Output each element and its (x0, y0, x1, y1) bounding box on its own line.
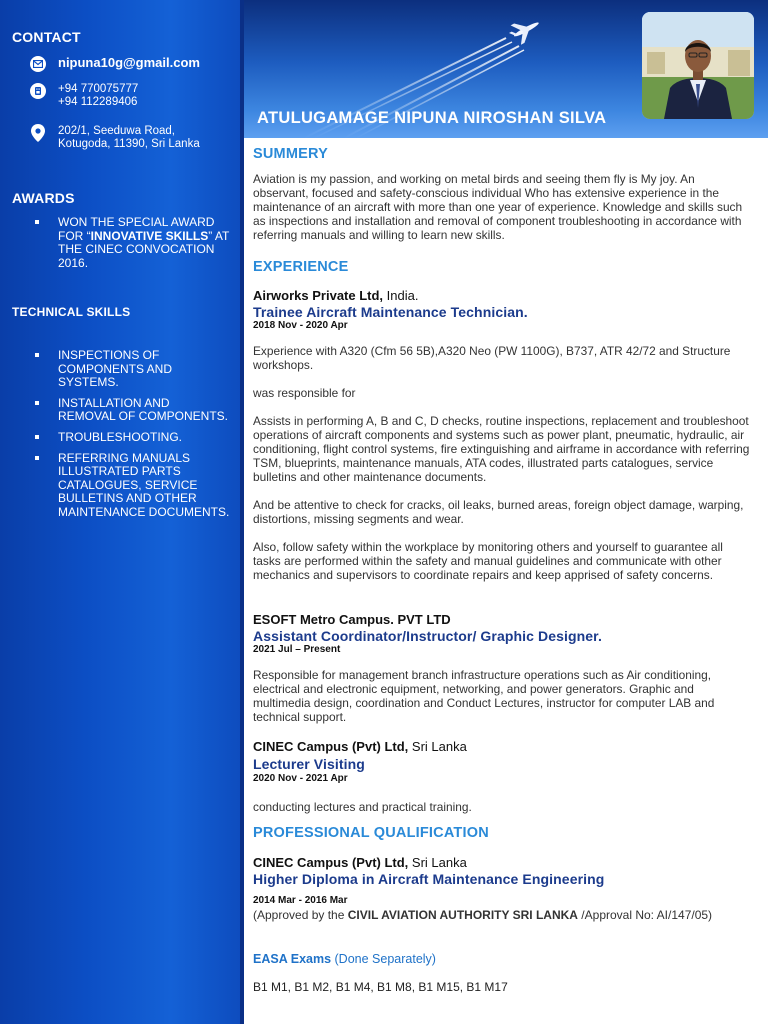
phone-row (30, 83, 138, 109)
phone-number-2: +94 112289406 (58, 96, 138, 108)
email-icon (30, 56, 46, 72)
job3-org-name: CINEC Campus (Pvt) Ltd, (253, 739, 409, 754)
job1-date: 2018 Nov - 2020 Apr (253, 320, 348, 331)
award-text-pre: WON THE SPECIAL AWARD FOR “ (58, 215, 215, 243)
candidate-name: ATULUGAMAGE NIPUNA NIROSHAN SILVA (257, 109, 607, 127)
job1-paragraph-5: Also, follow safety within the workplace by monitoring others and yourself to guarantee all tasks are performed within the safety and manual guidelines and communicate with other mechanics and supervisors to coordinate repairs and keep apprised of safety concerns. (253, 540, 723, 582)
award-text-bold: INNOVATIVE SKILLS (90, 228, 209, 243)
qualification-heading: PROFESSIONAL QUALIFICATION (253, 825, 489, 841)
job2-paragraph-1: Responsible for management branch infrastructure operations such as Air conditioning, electrical and electronic equipment, networking, and power generators. Graphic and multimedia design, coordination and Conduct Lectures, instructor for computer LAB and technical support. (253, 668, 715, 724)
job1-role: Trainee Aircraft Maintenance Technician. (253, 304, 528, 320)
easa-note: (Done Separately) (331, 952, 436, 966)
easa-exams-heading (253, 952, 436, 966)
awards-heading: AWARDS (12, 190, 75, 206)
job1-org-place: India. (383, 288, 419, 303)
phone-icon (30, 83, 46, 99)
skill-item: TROUBLESHOOTING. (34, 431, 230, 445)
easa-exam-list: B1 M1, B1 M2, B1 M4, B1 M8, B1 M15, B1 M17 (253, 980, 508, 994)
job2-role: Assistant Coordinator/Instructor/ Graphic Designer. (253, 628, 602, 644)
easa-bold: EASA Exams (253, 952, 332, 966)
contact-heading: CONTACT (12, 29, 81, 45)
sidebar-edge (240, 0, 244, 1024)
job1-org-name: Airworks Private Ltd, (253, 288, 384, 303)
job2-org-name: ESOFT Metro Campus. PVT LTD (253, 612, 451, 627)
technical-skills-heading: TECHNICAL SKILLS (12, 305, 131, 319)
location-pin-icon (30, 125, 46, 141)
address-line-2: Kotugoda, 11390, Sri Lanka (58, 138, 200, 150)
job1-paragraph-3: Assists in performing A, B and C, D checks, routine inspections, replacement and troubleshoot operations of aircraft components and systems such as power plant, pneumatic, hydraulic, air conditioning, flight control systems, fire extinguishing and airframe in accordance with referring TSM, blueprints, maintenance manuals, ATA codes, illustrated parts catalogues, service bulletins and other maintenance documents. (253, 414, 750, 484)
experience-heading: EXPERIENCE (253, 259, 349, 275)
awards-list (34, 216, 230, 270)
job2-organization (253, 612, 451, 627)
qualification-title: Higher Diploma in Aircraft Maintenance Engineering (253, 871, 605, 887)
profile-photo (642, 12, 754, 119)
email-row[interactable] (30, 56, 200, 72)
qualification-organization (253, 855, 467, 870)
job3-date: 2020 Nov - 2021 Apr (253, 773, 348, 784)
approval-authority: CIVIL AVIATION AUTHORITY SRI LANKA (347, 908, 578, 922)
email-address[interactable]: nipuna10g@gmail.com (58, 55, 200, 70)
job1-paragraph-4: And be attentive to check for cracks, oil leaks, burned areas, foreign object damage, warping, distortions, missing segments and wear. (253, 498, 744, 526)
qualification-approval (253, 908, 712, 922)
summary-text: Aviation is my passion, and working on metal birds and seeing them fly is My joy. An observant, focused and safety-conscious individual Who has extensive experience in the maintenance of an aircraft with more than one year of experience. Knowledge and skills such as inspections and installation and removal of component troubleshooting in accordance with referring manuals and willing to learn new skills. (253, 172, 743, 242)
phone-number-1: +94 770075777 (58, 83, 139, 95)
qualification-date: 2014 Mar - 2016 Mar (253, 895, 348, 906)
job1-paragraph-2: was responsible for (253, 386, 356, 400)
job3-role: Lecturer Visiting (253, 756, 365, 772)
job3-organization (253, 739, 467, 754)
job1-paragraph-1: Experience with A320 (Cfm 56 5B),A320 Neo (PW 1100G), B737, ATR 42/72 and Structure workshops. (253, 344, 731, 372)
job3-paragraph-1: conducting lectures and practical training. (253, 800, 472, 814)
qualification-org-name: CINEC Campus (Pvt) Ltd, (253, 855, 409, 870)
skill-item: INSTALLATION AND REMOVAL OF COMPONENTS. (34, 397, 230, 424)
sidebar (0, 0, 244, 1024)
approval-text-post: /Approval No: AI/147/05) (577, 908, 713, 922)
approval-text-pre: (Approved by the (253, 908, 348, 922)
address-row (30, 125, 200, 151)
qualification-org-place: Sri Lanka (408, 855, 467, 870)
address-line-1: 202/1, Seeduwa Road, (58, 125, 176, 137)
job2-date: 2021 Jul – Present (253, 644, 341, 655)
job1-organization (253, 288, 418, 303)
skill-item: REFERRING MANUALS ILLUSTRATED PARTS CATALOGUES, SERVICE BULLETINS AND OTHER MAINTENANCE DOCUMENTS. (34, 452, 230, 520)
award-text-post: ” AT THE CINEC CONVOCATION 2016. (58, 228, 230, 270)
skill-item: INSPECTIONS OF COMPONENTS AND SYSTEMS. (34, 349, 230, 390)
award-item (34, 216, 230, 270)
summary-heading: SUMMERY (253, 146, 328, 162)
skills-list (34, 349, 230, 520)
job3-org-place: Sri Lanka (408, 739, 467, 754)
